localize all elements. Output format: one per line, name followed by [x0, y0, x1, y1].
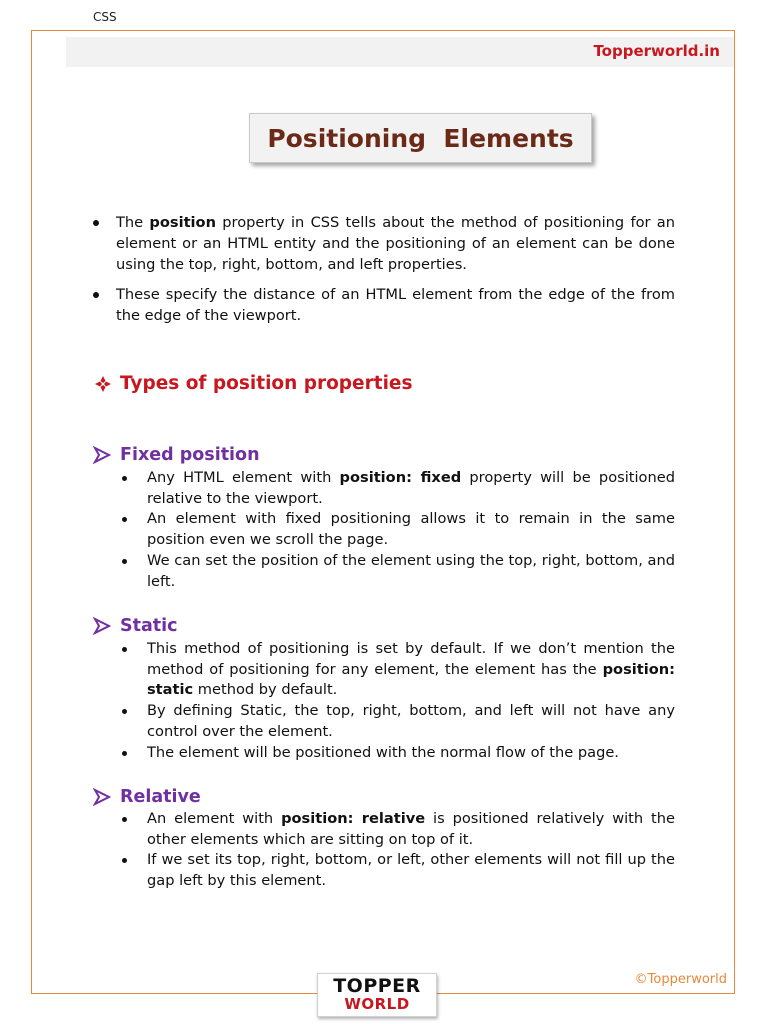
bullet-icon [122, 817, 127, 822]
item-text: method by default. [193, 681, 338, 699]
topperworld-logo [317, 973, 437, 1017]
logo-bottom-text: WORLD [344, 995, 410, 1013]
bullet-icon [122, 751, 127, 756]
list-item [121, 509, 675, 550]
section-title-text: Static [120, 616, 178, 636]
bullet-icon [122, 476, 127, 481]
list-item [121, 551, 675, 592]
item-keyword: position: static [147, 660, 675, 699]
list-item [121, 639, 675, 701]
intro-item [93, 284, 675, 326]
list-item [121, 809, 675, 850]
section-title-text: Fixed position [120, 445, 260, 465]
section-list [121, 639, 675, 763]
footer-copyright: ©Topperworld [634, 972, 727, 987]
bullet-icon [122, 858, 127, 863]
section-title [93, 444, 675, 466]
types-heading [94, 373, 412, 394]
intro-text: These specify the distance of an HTML element from the edge of the from the edge of the viewport. [116, 286, 675, 324]
section-relative [93, 786, 675, 892]
section-static [93, 615, 675, 763]
logo-top-text: TOPPER [333, 975, 421, 997]
item-text: property will be positioned relative to the viewport. [147, 469, 675, 507]
list-item [121, 850, 675, 891]
item-text: By defining Static, the top, right, bottom, and left will not have any control over the element. [147, 702, 675, 740]
intro-list [93, 212, 675, 335]
intro-item [93, 212, 675, 275]
intro-text: The [116, 214, 150, 231]
bullet-icon [93, 220, 99, 226]
item-text: This method of positioning is set by default. If we don’t mention the method of positioning for any element, the element has the [147, 640, 675, 678]
site-name: Topperworld.in [593, 42, 720, 60]
item-keyword: position: fixed [339, 469, 462, 486]
item-text: The element will be positioned with the normal flow of the page. [147, 743, 619, 761]
diamond-four-petal-icon [94, 375, 112, 393]
item-text: An element with [147, 810, 282, 827]
bullet-icon [122, 517, 127, 522]
arrowhead-icon [93, 617, 111, 635]
list-item [121, 743, 675, 764]
section-list [121, 468, 675, 592]
types-heading-text: Types of position properties [120, 373, 413, 394]
title-box [249, 113, 592, 163]
header-bar [66, 37, 734, 67]
list-item [121, 701, 675, 742]
item-text: An element with fixed positioning allows it to remain in the same position even we scroll the page. [147, 510, 675, 549]
item-keyword: position: relative [281, 810, 426, 827]
section-title [93, 615, 675, 637]
bullet-icon [122, 559, 127, 564]
bullet-icon [93, 292, 99, 298]
item-text: is positioned relatively with the other elements which are sitting on top of it. [147, 810, 675, 848]
section-list [121, 809, 675, 892]
list-item [121, 468, 675, 509]
intro-text: property in CSS tells about the method of positioning for an element or an HTML entity and the positioning of an element can be done using the top, right, bottom, and left properties. [116, 214, 675, 273]
item-text: If we set its top, right, bottom, or left, other elements will not fill up the gap left by this element. [147, 851, 675, 890]
item-text: Any HTML element with [147, 469, 340, 486]
document-label: CSS [93, 10, 117, 24]
intro-keyword: position [149, 214, 216, 231]
arrowhead-icon [93, 788, 111, 806]
item-text: We can set the position of the element using the top, right, bottom, and left. [147, 551, 675, 590]
arrowhead-icon [93, 446, 111, 464]
bullet-icon [122, 647, 127, 652]
bullet-icon [122, 709, 127, 714]
section-title-text: Relative [120, 787, 201, 807]
section-title [93, 786, 675, 808]
page-title: Positioning Elements [267, 123, 574, 153]
section-fixed [93, 444, 675, 592]
